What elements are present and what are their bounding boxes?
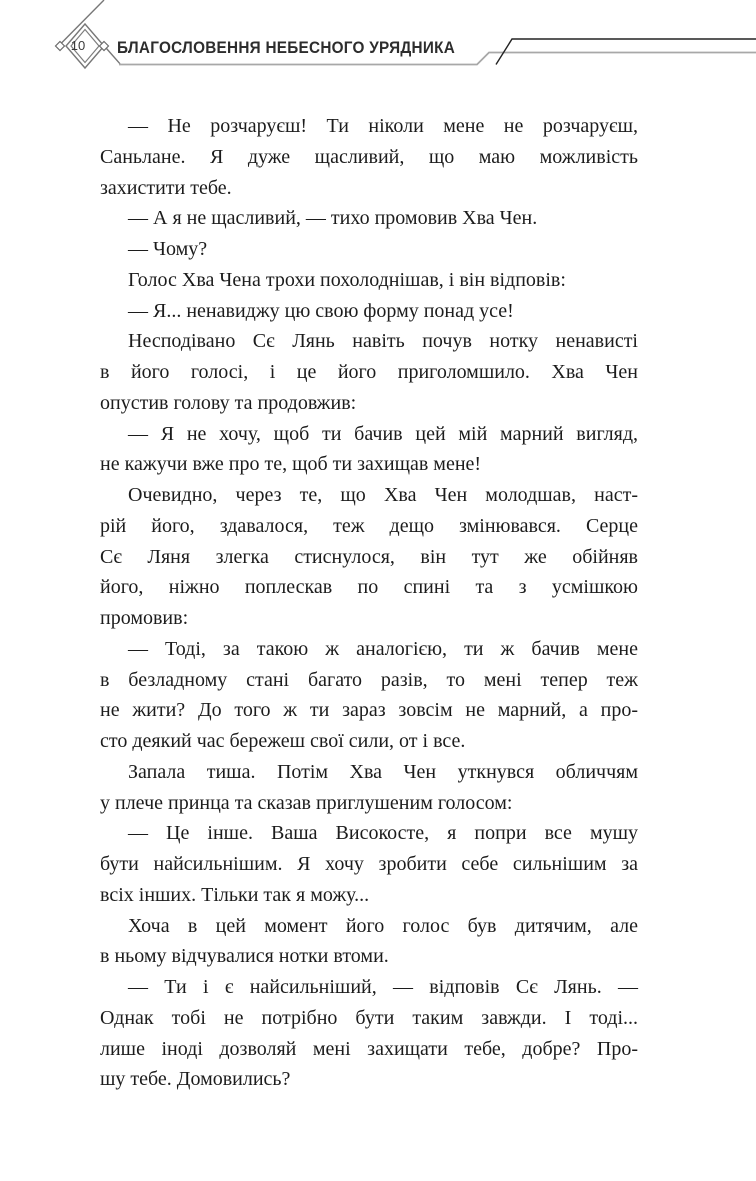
text-line: всіх інших. Тільки так я можу... (100, 883, 370, 906)
text-line: — Я... ненавиджу цю свою форму понад усе! (128, 299, 514, 322)
text-line: — Ти і є найсильніший, — відповів Сє Лянь. — (128, 976, 638, 998)
body-text (100, 111, 638, 1095)
text-line: — Це інше. Ваша Високосте, я попри все мушу (128, 822, 638, 845)
text-line: Сє Ляня злегка стиснулося, він тут же обійняв (100, 545, 638, 568)
running-title: БЛАГОСЛОВЕННЯ НЕБЕСНОГО УРЯДНИКА (117, 38, 456, 57)
paragraph (100, 111, 638, 203)
text-line: в ньому відчувалися нотки втоми. (100, 945, 389, 968)
text-line: — Не розчаруєш! Ти ніколи мене не розчаруєш, (128, 115, 638, 137)
paragraph (100, 265, 638, 296)
text-line: Запала тиша. Потім Хва Чен уткнувся обличчям (128, 760, 638, 783)
text-line: Голос Хва Чена трохи похолоднішав, і він відповів: (128, 268, 566, 291)
text-line: шу тебе. Домовились? (100, 1068, 291, 1091)
text-line: Очевидно, через те, що Хва Чен молодшав, наст- (128, 484, 638, 506)
paragraph (100, 480, 638, 634)
text-line: бути найсильнішим. Я хочу зробити себе сильнішим за (100, 853, 638, 875)
text-line: промовив: (100, 607, 189, 629)
text-line: — Тоді, за такою ж аналогією, ти ж бачив мене (128, 637, 638, 660)
text-line: в безладному стані багато разів, то мені тепер теж (100, 668, 638, 691)
paragraph (100, 203, 638, 234)
text-line: — Чому? (128, 238, 208, 260)
text-line: Однак тобі не потрібно бути таким завжди. І тоді... (100, 1006, 638, 1029)
text-line: сто деякий час бережеш свої сили, от і все. (100, 730, 466, 752)
paragraph (100, 818, 638, 910)
paragraph (100, 634, 638, 757)
text-line: у плече принца та сказав приглушеним голосом: (100, 791, 513, 814)
page-number: 10 (70, 38, 86, 53)
paragraph (100, 911, 638, 973)
text-line: Саньлане. Я дуже щасливий, що маю можливість (100, 145, 638, 168)
paragraph (100, 757, 638, 819)
paragraph (100, 419, 638, 481)
paragraph (100, 234, 638, 265)
paragraph (100, 296, 638, 327)
text-line: Несподівано Сє Лянь навіть почув нотку ненависті (128, 330, 638, 353)
text-line: — А я не щасливий, — тихо промовив Хва Чен. (128, 207, 538, 230)
text-line: — Я не хочу, щоб ти бачив цей мій марний вигляд, (128, 422, 638, 445)
text-line: опустив голову та продовжив: (100, 391, 357, 414)
paragraph (100, 326, 638, 418)
text-line: в його голосі, і це його приголомшило. Хва Чен (100, 361, 638, 383)
text-line: Хоча в цей момент його голос був дитячим, але (128, 914, 638, 937)
paragraph (100, 972, 638, 1095)
text-line: не жити? До того ж ти зараз зовсім не марний, а про- (100, 699, 638, 722)
text-line: рій його, здавалося, теж дещо змінювався. Серце (100, 514, 638, 537)
text-line: лише іноді дозволяй мені захищати тебе, добре? Про- (100, 1037, 638, 1060)
text-line: його, ніжно поплескав по спині та з усмішкою (100, 576, 638, 599)
text-line: захистити тебе. (100, 176, 232, 199)
text-line: не кажучи вже про те, щоб ти захищав мене! (100, 453, 482, 476)
